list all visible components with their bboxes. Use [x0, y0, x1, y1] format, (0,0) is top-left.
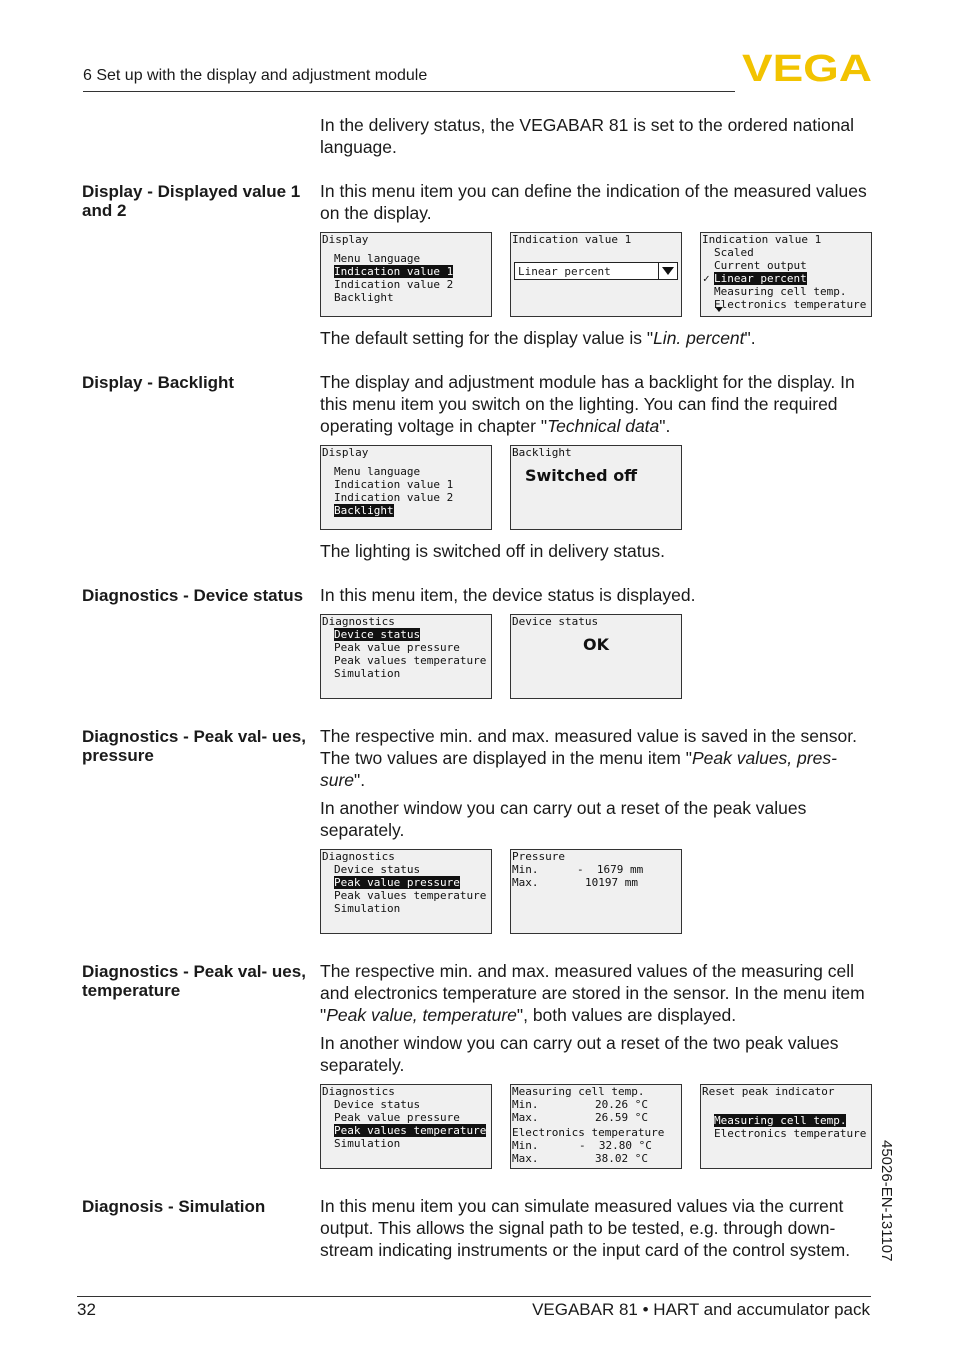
- scroll-down-arrow-icon: [715, 307, 723, 312]
- lcd-diagnostics-menu: [320, 614, 492, 699]
- dropdown-arrow-icon: [658, 263, 677, 279]
- section-title-backlight: Display - Backlight: [82, 373, 235, 392]
- lcd-indication-options: [700, 232, 872, 317]
- lcd-device-status: [510, 614, 682, 699]
- lcd-value: 10197 mm: [585, 876, 638, 889]
- lcd-diagnostics-menu-temperature: [320, 1084, 492, 1169]
- peak-pressure-text: The respective min. and max. measured value is saved in the sensor. The two values are displayed in the menu item "Peak values, pres- sure".: [320, 726, 857, 790]
- header-rule: [83, 91, 735, 92]
- peak-temperature-text: The respective min. and max. measured values of the measuring cell and electronics temperature are stored in the sensor. In the menu item "Peak value, temperature", both values are displayed.: [320, 961, 865, 1025]
- lcd-backlight: [510, 445, 682, 530]
- lcd-diagnostics-menu-pressure: [320, 849, 492, 934]
- section-title-peak-temperature: Diagnostics - Peak val- ues, temperature: [82, 962, 306, 1000]
- lcd-item: Scaled: [714, 246, 754, 259]
- lcd-display-menu-backlight: [320, 445, 492, 530]
- lcd-title: Diagnostics: [322, 615, 395, 628]
- simulation-text: In this menu item you can simulate measured values via the current output. This allows the signal path to be tested, e.g. through down- stream indicating instruments or the input card of the control system.: [320, 1196, 851, 1260]
- peak-temperature-text-2: In another window you can carry out a reset of the two peak values separately.: [320, 1033, 839, 1075]
- lcd-label: Min.: [512, 1098, 539, 1111]
- peak-pressure-text-2: In another window you can carry out a reset of the peak values separately.: [320, 798, 807, 840]
- lcd-indication-value: [510, 232, 682, 317]
- lcd-item: Device status: [334, 863, 421, 876]
- lcd-label: Min.: [512, 863, 539, 876]
- lcd-item-selected: Indication value 1: [334, 265, 454, 278]
- lcd-item: Current output: [714, 259, 807, 272]
- lcd-pressure: [510, 849, 682, 934]
- lcd-title: Diagnostics: [322, 1085, 395, 1098]
- lcd-item-selected: Peak value pressure: [334, 876, 460, 889]
- section-title-simulation: Diagnosis - Simulation: [82, 1197, 266, 1216]
- lcd-title: Device status: [512, 615, 599, 628]
- lcd-item: Electronics temperature: [714, 1127, 867, 1140]
- lcd-title: Reset peak indicator: [702, 1085, 835, 1098]
- page-number: 32: [77, 1300, 96, 1319]
- lcd-item: Peak values temperature: [334, 654, 487, 667]
- lcd-item: Peak value pressure: [334, 641, 460, 654]
- lcd-subtitle: Electronics temperature: [512, 1126, 665, 1139]
- intro-text: In the delivery status, the VEGABAR 81 is set to the ordered national language.: [320, 115, 855, 157]
- dropdown-value: Linear percent: [518, 265, 611, 278]
- lcd-item: Electronics temperature: [714, 298, 867, 311]
- lcd-title: Diagnostics: [322, 850, 395, 863]
- section-title-display-value: Display - Displayed value 1 and 2: [82, 182, 301, 220]
- lcd-item: Simulation: [334, 902, 401, 915]
- footer-rule: [77, 1296, 871, 1297]
- lcd-title: Pressure: [512, 850, 565, 863]
- backlight-text: The display and adjustment module has a backlight for the display. In this menu item you switch on the lighting. You can find the required operating voltage in chapter "Technical data".: [320, 372, 855, 436]
- vega-logo-text: VEGA: [742, 52, 872, 84]
- section-title-device-status: Diagnostics - Device status: [82, 586, 304, 605]
- lcd-reset-peak: [700, 1084, 872, 1169]
- lcd-item: Backlight: [334, 291, 394, 304]
- lcd-value: 26.59 °C: [595, 1111, 648, 1124]
- document-code: 45026-EN-131107: [878, 1140, 895, 1262]
- lcd-item: Device status: [334, 1098, 421, 1111]
- lcd-value: 38.02 °C: [595, 1152, 648, 1165]
- lcd-title: Display: [322, 233, 369, 246]
- lcd-value: OK: [583, 635, 609, 654]
- lcd-value: Switched off: [525, 466, 638, 485]
- vega-logo: [742, 52, 872, 84]
- lcd-item-selected: Peak values temperature: [334, 1124, 487, 1137]
- lcd-item: Indication value 2: [334, 278, 454, 291]
- lcd-label: Max.: [512, 876, 539, 889]
- lcd-item-selected: Backlight: [334, 504, 394, 517]
- lcd-item: Peak values temperature: [334, 889, 487, 902]
- lcd-value: 20.26 °C: [595, 1098, 648, 1111]
- lcd-label: Max.: [512, 1152, 539, 1165]
- checkmark-icon: ✓: [703, 272, 710, 285]
- lcd-label: Min.: [512, 1139, 539, 1152]
- lcd-item: Menu language: [334, 465, 421, 478]
- lcd-label: Max.: [512, 1111, 539, 1124]
- lcd-display-menu: [320, 232, 492, 317]
- device-status-text: In this menu item, the device status is displayed.: [320, 585, 696, 605]
- lcd-item: Simulation: [334, 1137, 401, 1150]
- indication-dropdown: [514, 262, 678, 280]
- lcd-title: Backlight: [512, 446, 572, 459]
- lcd-item-selected: Measuring cell temp.: [714, 1114, 847, 1127]
- display-value-text: In this menu item you can define the indication of the measured values on the display.: [320, 181, 867, 223]
- lcd-value: - 1679 mm: [577, 863, 644, 876]
- footer-title: VEGABAR 81 • HART and accumulator pack: [532, 1300, 870, 1319]
- lcd-title: Display: [322, 446, 369, 459]
- lcd-title: Measuring cell temp.: [512, 1085, 645, 1098]
- lcd-item: Measuring cell temp.: [714, 285, 847, 298]
- lcd-item-selected: Device status: [334, 628, 421, 641]
- lcd-value: - 32.80 °C: [579, 1139, 652, 1152]
- lcd-title: Indication value 1: [512, 233, 632, 246]
- display-value-note: The default setting for the display value is "Lin. percent".: [320, 328, 756, 348]
- lcd-title: Indication value 1: [702, 233, 822, 246]
- lcd-item: Menu language: [334, 252, 421, 265]
- lcd-item: Indication value 2: [334, 491, 454, 504]
- header-section-title: 6 Set up with the display and adjustment module: [83, 67, 428, 84]
- lcd-item: Peak value pressure: [334, 1111, 460, 1124]
- lcd-item-selected: Linear percent: [714, 272, 807, 285]
- lcd-item: Simulation: [334, 667, 401, 680]
- lcd-temperatures: [510, 1084, 682, 1169]
- section-title-peak-pressure: Diagnostics - Peak val- ues, pressure: [82, 727, 306, 765]
- lcd-item: Indication value 1: [334, 478, 454, 491]
- backlight-note: The lighting is switched off in delivery status.: [320, 541, 665, 561]
